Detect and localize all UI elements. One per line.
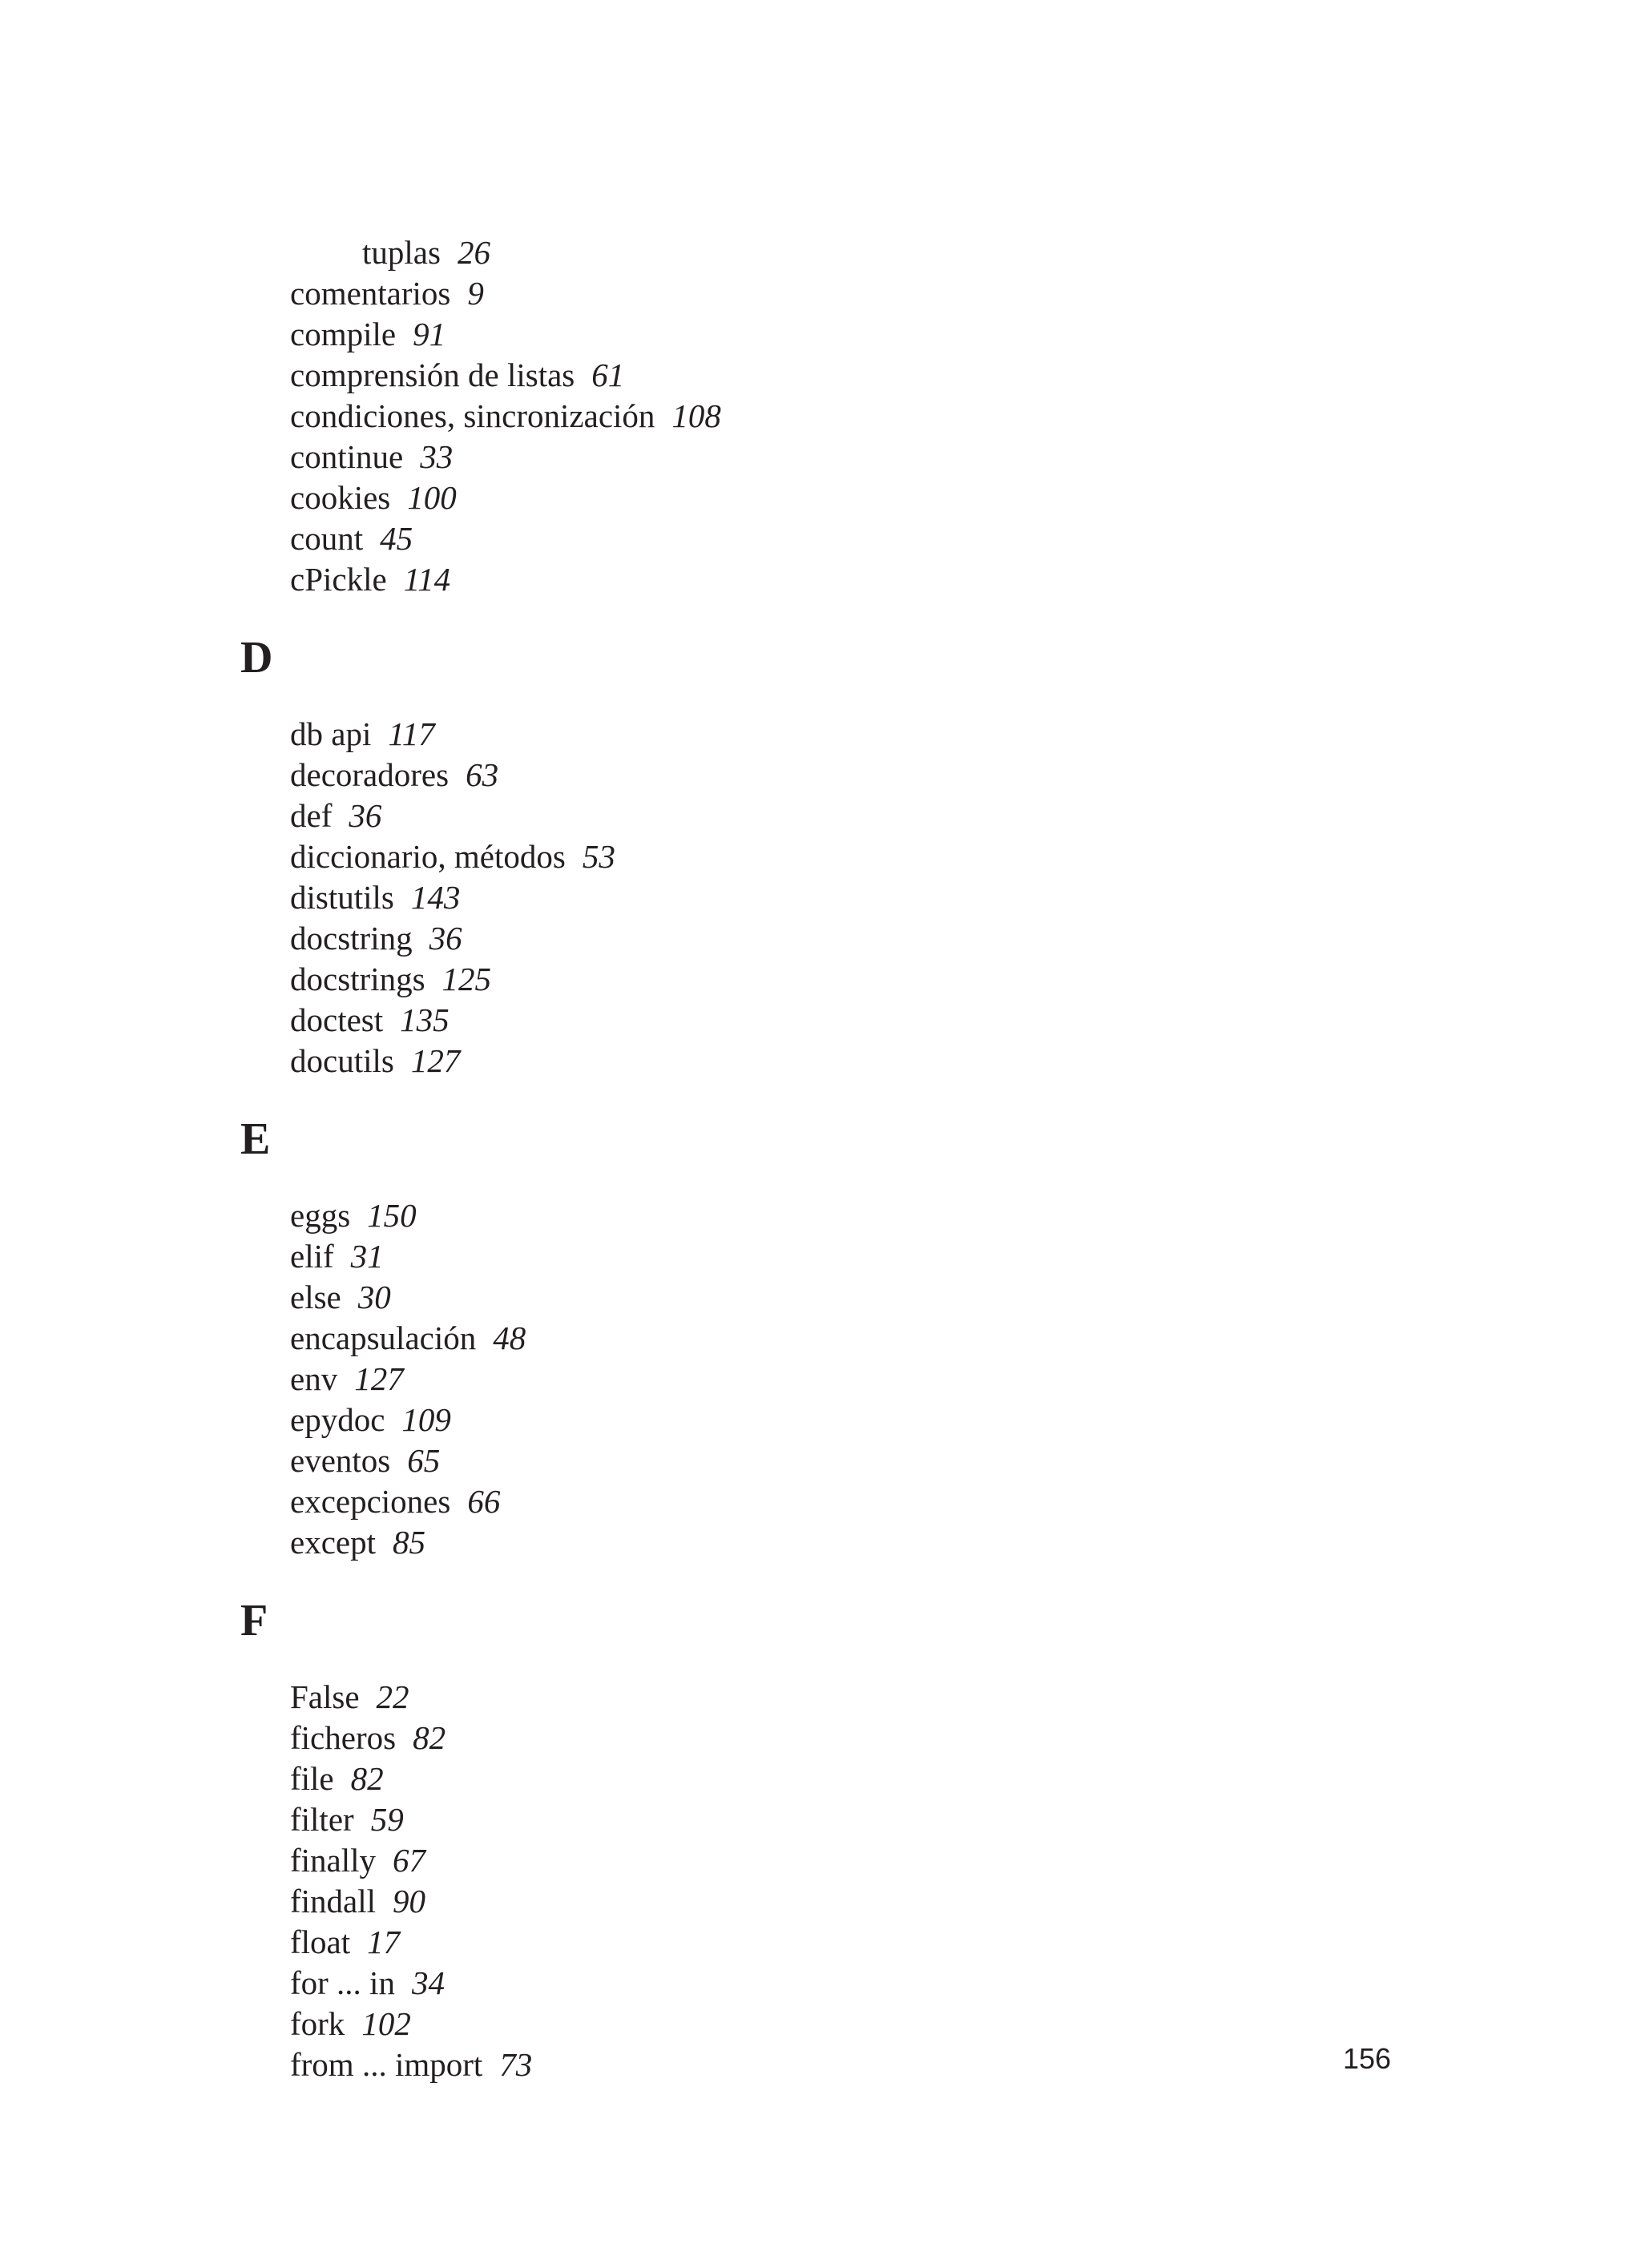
- index-term: doctest: [290, 1001, 384, 1038]
- index-page-number: 143: [410, 879, 461, 916]
- index-term: from ... import: [290, 2046, 483, 2083]
- index-term: continue: [290, 438, 404, 475]
- index-term: condiciones, sincronización: [290, 397, 655, 434]
- index-page-number: 66: [467, 1483, 501, 1520]
- index-term: docutils: [290, 1042, 394, 1079]
- index-term: comentarios: [290, 275, 451, 312]
- index-page-number: 85: [392, 1524, 425, 1561]
- index-page-number: 82: [350, 1760, 384, 1797]
- index-entry: [290, 918, 462, 958]
- index-entry: [290, 1758, 384, 1799]
- index-term: db api: [290, 715, 372, 752]
- page-number: 156: [1343, 2042, 1392, 2075]
- index-term: count: [290, 520, 364, 557]
- index-term: compile: [290, 316, 397, 352]
- index-entry: [290, 755, 498, 795]
- index-entry: [290, 1400, 451, 1440]
- index-term: eggs: [290, 1197, 351, 1234]
- index-term: ficheros: [290, 1719, 397, 1756]
- index-entry: [290, 1440, 440, 1480]
- index-entry: [290, 1359, 404, 1399]
- index-entry: [290, 836, 615, 876]
- section-letter-d: D: [240, 633, 273, 683]
- index-entry: [290, 1799, 404, 1839]
- index-page-number: 109: [401, 1401, 451, 1438]
- index-entry: [290, 1277, 391, 1317]
- index-entry: [290, 1963, 445, 2003]
- index-term: cookies: [290, 479, 391, 516]
- index-page-number: 65: [407, 1442, 441, 1479]
- index-page-number: 61: [591, 357, 625, 393]
- index-page-number: 127: [410, 1042, 461, 1079]
- index-entry: [290, 1881, 425, 1921]
- index-term: docstring: [290, 920, 413, 957]
- index-entry: [290, 437, 453, 477]
- index-page-number: 48: [493, 1319, 526, 1356]
- index-term: for ... in: [290, 1964, 395, 2001]
- index-term: encapsulación: [290, 1319, 477, 1356]
- index-term: diccionario, métodos: [290, 838, 566, 875]
- index-entry: [290, 959, 491, 999]
- index-entry: [290, 1041, 460, 1081]
- index-term: excepciones: [290, 1483, 451, 1520]
- index-entry: [290, 396, 721, 436]
- index-page-number: 45: [380, 520, 413, 557]
- index-page-number: 125: [441, 961, 492, 997]
- index-entry: [290, 314, 446, 354]
- index-entry: [290, 1195, 417, 1235]
- index-term: False: [290, 1678, 360, 1715]
- index-entry: [290, 477, 457, 518]
- section-letter-f: F: [240, 1596, 268, 1646]
- index-page-number: 117: [388, 715, 435, 752]
- index-page-number: 22: [376, 1678, 409, 1715]
- index-entry: [290, 1000, 450, 1040]
- index-page-number: 90: [393, 1883, 426, 1920]
- index-page-number: 30: [357, 1279, 391, 1315]
- index-term: comprensión de listas: [290, 357, 575, 393]
- index-entry: [290, 1236, 384, 1276]
- index-page-number: 63: [466, 756, 499, 793]
- index-entry: [290, 877, 460, 917]
- index-entry: [290, 1522, 425, 1562]
- index-page-number: 26: [457, 234, 490, 271]
- section-letter-e: E: [240, 1114, 271, 1164]
- index-page-number: 135: [400, 1001, 450, 1038]
- index-term: cPickle: [290, 561, 387, 598]
- index-page-number: 36: [429, 920, 462, 957]
- index-term: except: [290, 1524, 376, 1561]
- index-entry: [290, 1318, 526, 1358]
- index-page-number: 102: [361, 2005, 411, 2042]
- index-page-number: 31: [350, 1238, 384, 1275]
- index-page-number: 100: [407, 479, 457, 516]
- index-term: float: [290, 1924, 351, 1960]
- index-entry: [290, 796, 381, 836]
- index-entry: [290, 355, 624, 395]
- index-page-number: 114: [403, 561, 451, 598]
- index-term: def: [290, 797, 333, 834]
- index-page-number: 17: [367, 1924, 401, 1960]
- index-page-number: 53: [582, 838, 615, 875]
- index-term: tuplas: [362, 234, 441, 271]
- index-term: finally: [290, 1842, 377, 1879]
- index-term: filter: [290, 1801, 354, 1838]
- index-entry: [290, 1922, 400, 1962]
- index-term: docstrings: [290, 961, 425, 997]
- index-page-number: 108: [671, 397, 721, 434]
- index-page-number: 82: [413, 1719, 446, 1756]
- index-term: decoradores: [290, 756, 450, 793]
- index-term: distutils: [290, 879, 394, 916]
- index-page-number: 33: [420, 438, 454, 475]
- index-term: fork: [290, 2005, 345, 2042]
- index-page-number: 91: [413, 316, 446, 352]
- index-page-number: 150: [367, 1197, 417, 1234]
- index-term: eventos: [290, 1442, 391, 1479]
- index-page-number: 59: [370, 1801, 404, 1838]
- index-page-number: 73: [499, 2046, 533, 2083]
- index-entry: [290, 1718, 446, 1758]
- index-entry: [290, 2044, 532, 2085]
- index-entry: [290, 1677, 409, 1717]
- index-page-number: 34: [411, 1964, 445, 2001]
- index-term: elif: [290, 1238, 334, 1275]
- index-term: findall: [290, 1883, 377, 1920]
- index-term: else: [290, 1279, 341, 1315]
- index-entry: [290, 518, 413, 558]
- index-entry: [290, 2004, 411, 2044]
- index-entry: [290, 1481, 500, 1521]
- index-page-number: 127: [354, 1360, 404, 1397]
- index-page-number: 67: [393, 1842, 426, 1879]
- index-entry: [290, 273, 484, 313]
- index-page-number: 9: [467, 275, 484, 312]
- index-entry: [290, 559, 450, 599]
- index-subentry: [362, 232, 490, 272]
- index-term: epydoc: [290, 1401, 385, 1438]
- index-term: file: [290, 1760, 334, 1797]
- index-entry: [290, 714, 435, 754]
- index-term: env: [290, 1360, 338, 1397]
- index-page-number: 36: [349, 797, 382, 834]
- index-entry: [290, 1840, 425, 1880]
